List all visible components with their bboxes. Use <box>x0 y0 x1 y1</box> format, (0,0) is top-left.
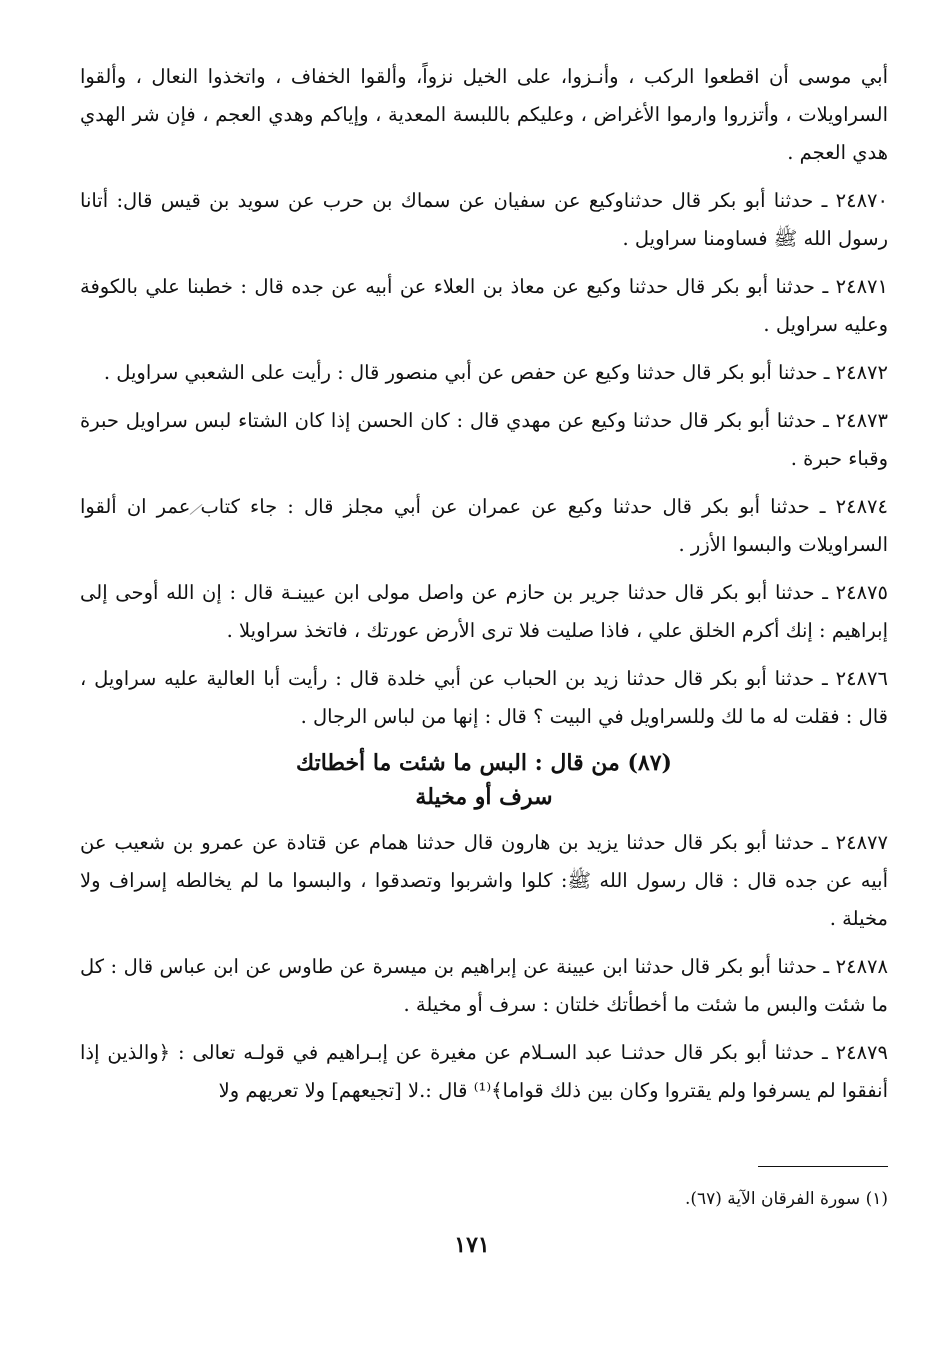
hadith-24877: ٢٤٨٧٧ ـ حدثنا أبو بكر قال حدثنا يزيد بن هارون قال حدثنا همام عن قتادة عن عمرو بن شعيب عن أبيه عن جده قال : قال رسول الله ﷺ: كلوا واشربوا وتصدقوا ، والبسوا ما لم يخالطه إسراف ولا مخيلة . <box>80 831 888 930</box>
paragraph-intro: أبي موسى أن اقطعوا الركب ، وأنـزوا، على الخيل نزواً، وألقوا الخفاف ، واتخذوا النعال ، وألقوا السراويلات ، وأتزروا وارموا الأغراض ، وعليكم باللبسة المعدية ، وإياكم وهدي العجم ، فإن شر الهدي هدي العجم . <box>80 65 888 164</box>
hadith-24878: ٢٤٨٧٨ ـ حدثنا أبو بكر قال حدثنا ابن عيينة عن إبراهيم بن ميسرة عن طاوس عن ابن عباس قال : كل ما شئت والبس ما شئت ما أخطأتك خلتان : سرف أو مخيلة . <box>80 955 888 1016</box>
hadith-24874: ٢٤٨٧٤ ـ حدثنا أبو بكر قال حدثنا وكيع عن عمران عن أبي مجلز قال : جاء كتاب عمر ان ألقوا السراويلات والبسوا الأزر . <box>80 495 888 556</box>
hadith-24873: ٢٤٨٧٣ ـ حدثنا أبو بكر قال حدثنا وكيع عن مهدي قال : كان الحسن إذا كان الشتاء لبس سراويل حبرة وقباء حبرة . <box>80 409 888 470</box>
chapter-heading-line2: سرف أو مخيلة <box>415 784 553 810</box>
page-body <box>80 58 888 1120</box>
footnote: (١) سورة الفرقان الآية (٦٧). <box>684 1189 888 1209</box>
chapter-heading <box>80 746 888 814</box>
hadith-24872: ٢٤٨٧٢ ـ حدثنا أبو بكر قال حدثنا وكيع عن حفص عن أبي منصور قال : رأيت على الشعبي سراويل . <box>103 361 888 384</box>
hadith-24879: ٢٤٨٧٩ ـ حدثنا أبو بكر قال حدثنـا عبد السـلام عن مغيرة عن إبـراهيم في قولـه تعالى : ﴿والذين إذا أنفقوا لم يسرفوا ولم يقتروا وكان بين ذلك قواما﴾⁽¹⁾ قال :.لا [تجيعهم] ولا تعريهم ولا <box>80 1041 888 1102</box>
hadith-24875: ٢٤٨٧٥ ـ حدثنا أبو بكر قال حدثنا جرير بن حازم عن واصل مولى ابن عيينـة قال : إن الله أوحى إلى إبراهيم : إنك أكرم الخلق علي ، فاذا صليت فلا ترى الأرض عورتك ، فاتخذ سراويلا . <box>80 581 888 642</box>
hadith-24876: ٢٤٨٧٦ ـ حدثنا أبو بكر قال حدثنا زيد بن الحباب عن أبي خلدة قال : رأيت أبا العالية عليه سراويل ، قال : فقلت له ما لك وللسراويل في البيت ؟ قال : إنها من لباس الرجال . <box>80 667 888 728</box>
page-number: ١٧١ <box>454 1232 490 1258</box>
footnote-separator <box>758 1166 888 1167</box>
hadith-24870: ٢٤٨٧٠ ـ حدثنا أبو بكر قال حدثناوكيع عن سفيان عن سماك بن حرب عن سويد بن قيس قال: أتانا رسول الله ﷺ فساومنا سراويل . <box>80 189 888 250</box>
hadith-24871: ٢٤٨٧١ ـ حدثنا أبو بكر قال حدثنا وكيع عن معاذ بن العلاء عن أبيه عن جده قال : خطبنا علي بالكوفة وعليه سراويل . <box>80 275 888 336</box>
chapter-heading-line1: (٨٧) من قال : البس ما شئت ما أخطاتك <box>296 750 672 776</box>
